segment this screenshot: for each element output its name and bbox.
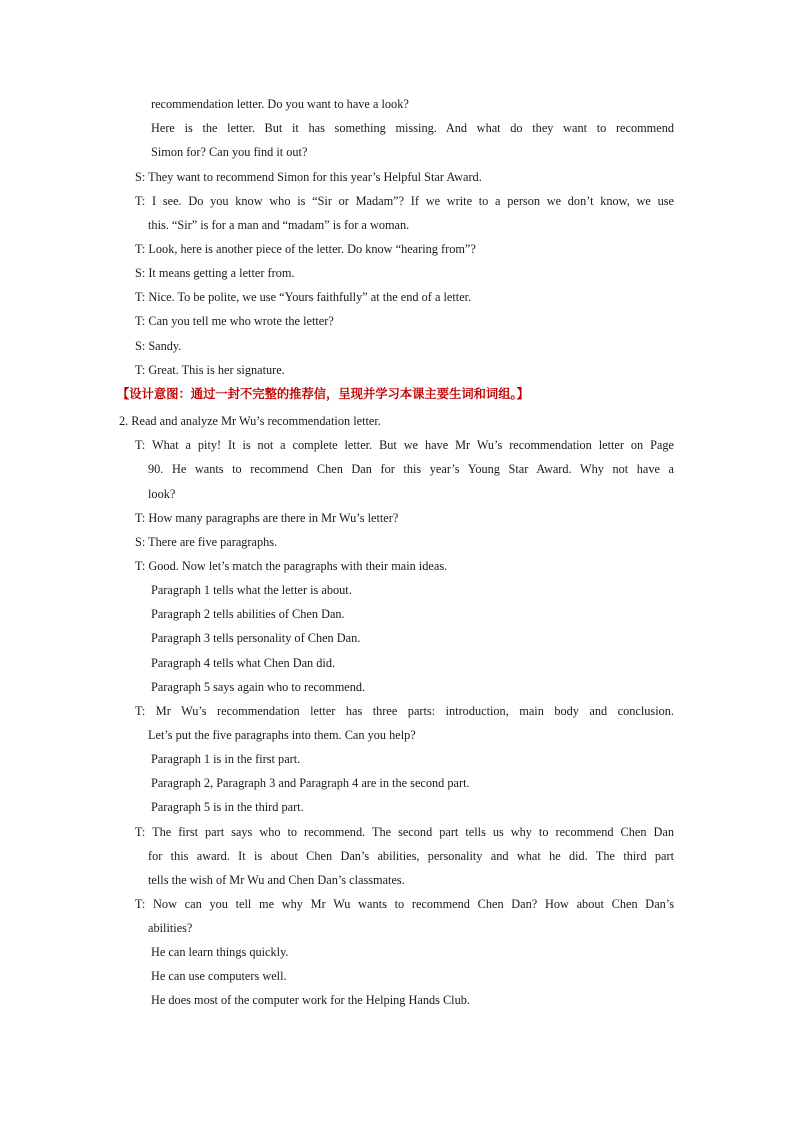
paragraph-idea-item: Paragraph 3 tells personality of Chen Dan. [151, 631, 361, 645]
teacher-line: T: Look, here is another piece of the letter. Do know “hearing from”? [135, 242, 476, 256]
student-line: S: There are five paragraphs. [135, 535, 278, 549]
text-line: Let’s put the five paragraphs into them. Can you help? [148, 728, 416, 742]
teacher-line: T: Good. Now let’s match the paragraphs with their main ideas. [135, 559, 448, 573]
paragraph-idea-item: Paragraph 5 says again who to recommend. [151, 680, 366, 694]
ability-item: He does most of the computer work for the Helping Hands Club. [151, 993, 470, 1007]
teacher-line: T: How many paragraphs are there in Mr Wu’s letter? [135, 511, 399, 525]
paragraph-idea-item: Paragraph 2 tells abilities of Chen Dan. [151, 607, 345, 621]
text-line: Simon for? Can you find it out? [151, 145, 308, 159]
student-line: S: They want to recommend Simon for this year’s Helpful Star Award. [135, 170, 482, 184]
student-line: S: It means getting a letter from. [135, 266, 295, 280]
text-line: Here is the letter. But it has something missing. And what do they want to recommend [151, 121, 674, 135]
design-intent-note: 【设计意图：通过一封不完整的推荐信，呈现并学习本课主要生词和词组。】 [117, 387, 529, 401]
teacher-line: T: The first part says who to recommend. The second part tells us why to recommend Chen Dan [135, 825, 674, 839]
ability-item: He can use computers well. [151, 969, 287, 983]
teacher-line: T: What a pity! It is not a complete letter. But we have Mr Wu’s recommendation letter on Page [135, 438, 674, 452]
text-line: tells the wish of Mr Wu and Chen Dan’s classmates. [148, 873, 405, 887]
text-line: 90. He wants to recommend Chen Dan for this year’s Young Star Award. Why not have a [148, 462, 674, 476]
part-item: Paragraph 2, Paragraph 3 and Paragraph 4 are in the second part. [151, 776, 470, 790]
part-item: Paragraph 1 is in the first part. [151, 752, 301, 766]
teacher-line: T: I see. Do you know who is “Sir or Madam”? If we write to a person we don’t know, we use [135, 194, 674, 208]
paragraph-idea-item: Paragraph 1 tells what the letter is about. [151, 583, 352, 597]
teacher-line: T: Great. This is her signature. [135, 363, 285, 377]
text-line: abilities? [148, 921, 193, 935]
teacher-line: T: Mr Wu’s recommendation letter has three parts: introduction, main body and conclusion. [135, 704, 674, 718]
text-line: recommendation letter. Do you want to have a look? [151, 97, 409, 111]
text-line: look? [148, 487, 176, 501]
teacher-line: T: Now can you tell me why Mr Wu wants to recommend Chen Dan? How about Chen Dan’s [135, 897, 674, 911]
paragraph-idea-item: Paragraph 4 tells what Chen Dan did. [151, 656, 336, 670]
text-line: for this award. It is about Chen Dan’s abilities, personality and what he did. The third part [148, 849, 674, 863]
text-line: this. “Sir” is for a man and “madam” is for a woman. [148, 218, 410, 232]
student-line: S: Sandy. [135, 339, 182, 353]
teacher-line: T: Nice. To be polite, we use “Yours faithfully” at the end of a letter. [135, 290, 472, 304]
teacher-line: T: Can you tell me who wrote the letter? [135, 314, 334, 328]
section-heading: 2. Read and analyze Mr Wu’s recommendation letter. [119, 414, 381, 428]
ability-item: He can learn things quickly. [151, 945, 289, 959]
part-item: Paragraph 5 is in the third part. [151, 800, 304, 814]
